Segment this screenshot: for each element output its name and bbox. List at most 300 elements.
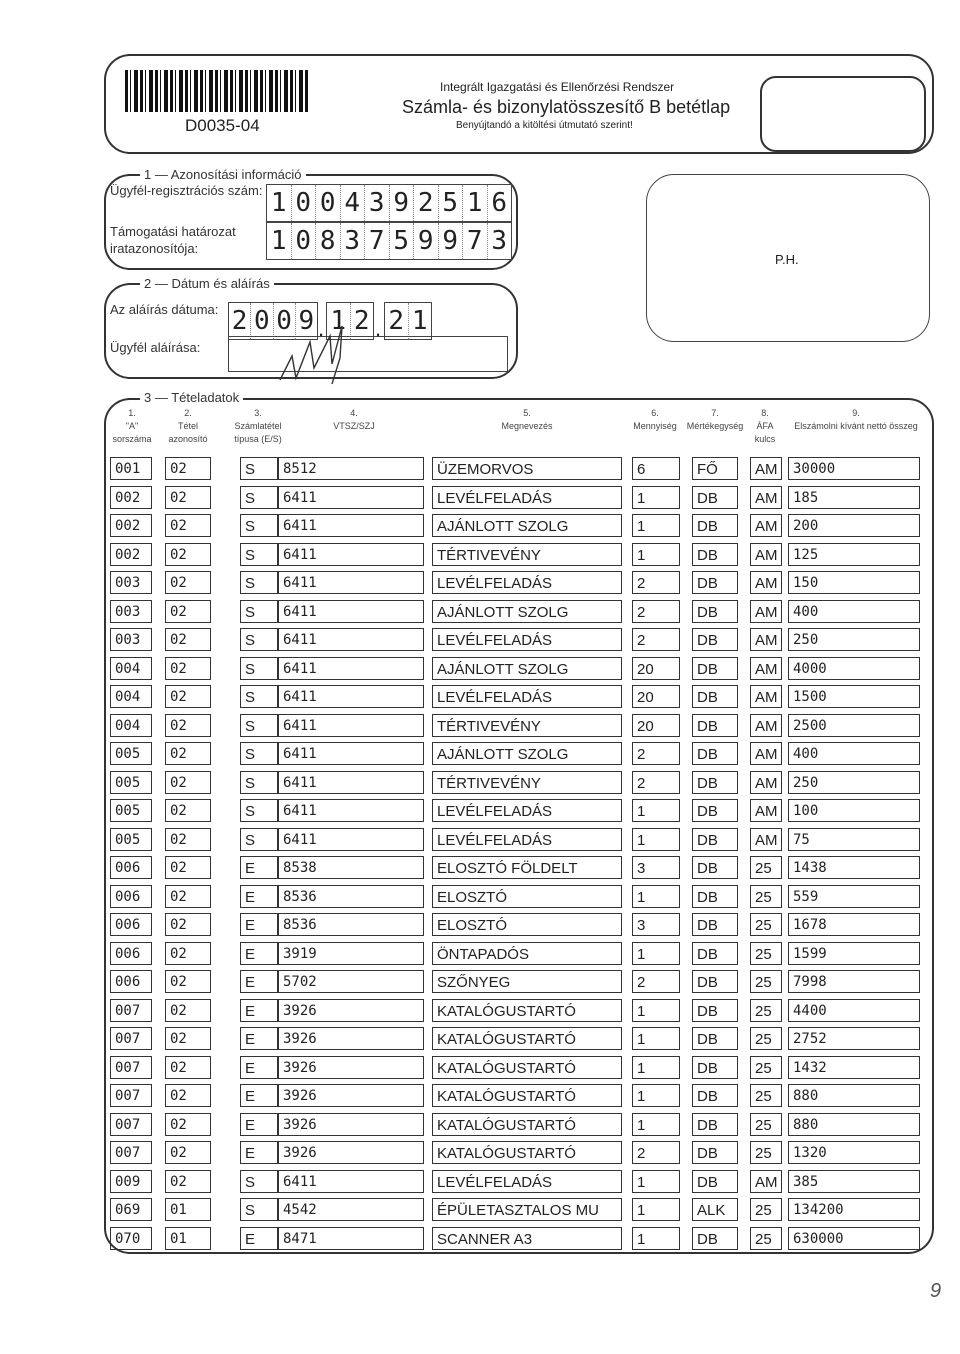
cell-a-sorszam: 002 xyxy=(110,514,152,537)
digit: 0 xyxy=(316,185,341,221)
cell-mennyiseg: 1 xyxy=(632,1170,680,1193)
cell-netto-osszeg: 400 xyxy=(788,742,920,765)
cell-megnevezes: TÉRTIVEVÉNY xyxy=(432,771,622,794)
digit: 2 xyxy=(385,303,409,339)
cell-vtsz: 3919 xyxy=(278,942,424,965)
column-header-4-num: 4. xyxy=(350,408,358,418)
cell-a-sorszam: 009 xyxy=(110,1170,152,1193)
cell-tipus: E xyxy=(240,970,278,993)
column-header-9-line1: Elszámolni kívánt nettó összeg xyxy=(794,421,918,431)
cell-netto-osszeg: 1599 xyxy=(788,942,920,965)
cell-mertekegyseg: DB xyxy=(692,685,738,708)
cell-mennyiseg: 20 xyxy=(632,657,680,680)
date-day xyxy=(384,302,432,340)
cell-tetel-azonosito: 02 xyxy=(165,885,211,908)
cell-mennyiseg: 2 xyxy=(632,970,680,993)
cell-vtsz: 6411 xyxy=(278,600,424,623)
cell-afa-kulcs: AM xyxy=(750,771,782,794)
cell-mertekegyseg: DB xyxy=(692,942,738,965)
cell-mertekegyseg: DB xyxy=(692,1113,738,1136)
digit: 1 xyxy=(411,306,428,336)
digit: 1 xyxy=(267,223,292,259)
digit: 0 xyxy=(274,303,296,339)
instruction-text: Benyújtandó a kitöltési útmutató szerint! xyxy=(456,120,633,131)
cell-vtsz: 6411 xyxy=(278,714,424,737)
cell-tetel-azonosito: 02 xyxy=(165,799,211,822)
cell-vtsz: 6411 xyxy=(278,1170,424,1193)
cell-tipus: E xyxy=(240,999,278,1022)
cell-megnevezes: ELOSZTÓ FÖLDELT xyxy=(432,856,622,879)
cell-a-sorszam: 005 xyxy=(110,828,152,851)
cell-megnevezes: LEVÉLFELADÁS xyxy=(432,799,622,822)
cell-tipus: S xyxy=(240,1198,278,1221)
digit: 7 xyxy=(463,223,488,259)
cell-tetel-azonosito: 02 xyxy=(165,1084,211,1107)
cell-mertekegyseg: DB xyxy=(692,913,738,936)
cell-netto-osszeg: 559 xyxy=(788,885,920,908)
cell-a-sorszam: 005 xyxy=(110,771,152,794)
cell-afa-kulcs: AM xyxy=(750,714,782,737)
digit: 9 xyxy=(390,185,415,221)
cell-megnevezes: LEVÉLFELADÁS xyxy=(432,628,622,651)
cell-tipus: E xyxy=(240,1056,278,1079)
cell-a-sorszam: 003 xyxy=(110,600,152,623)
cell-megnevezes: ÖNTAPADÓS xyxy=(432,942,622,965)
cell-a-sorszam: 002 xyxy=(110,486,152,509)
cell-mennyiseg: 1 xyxy=(632,942,680,965)
cell-mertekegyseg: DB xyxy=(692,742,738,765)
digit: 4 xyxy=(341,185,366,221)
cell-tetel-azonosito: 02 xyxy=(165,1170,211,1193)
cell-megnevezes: ELOSZTÓ xyxy=(432,885,622,908)
digit: 1 xyxy=(327,303,351,339)
section1-title: 1 — Azonosítási információ xyxy=(140,167,306,182)
cell-tipus: E xyxy=(240,1027,278,1050)
client-reg-label: Ügyfél-regisztrációs szám: xyxy=(110,183,263,198)
cell-megnevezes: ÜZEMORVOS xyxy=(432,457,622,480)
cell-afa-kulcs: 25 xyxy=(750,1141,782,1164)
cell-mennyiseg: 1 xyxy=(632,543,680,566)
cell-netto-osszeg: 1678 xyxy=(788,913,920,936)
cell-mennyiseg: 20 xyxy=(632,714,680,737)
cell-tipus: S xyxy=(240,543,278,566)
cell-tipus: E xyxy=(240,856,278,879)
cell-a-sorszam: 007 xyxy=(110,1027,152,1050)
system-title: Integrált Igazgatási és Ellenőrzési Rendszer xyxy=(440,80,675,94)
cell-mertekegyseg: DB xyxy=(692,1227,738,1250)
column-header-6-num: 6. xyxy=(651,408,659,418)
column-header-4-line1: VTSZ/SZJ xyxy=(333,421,375,431)
cell-mertekegyseg: DB xyxy=(692,714,738,737)
cell-tipus: S xyxy=(240,628,278,651)
cell-a-sorszam: 006 xyxy=(110,856,152,879)
digit: 8 xyxy=(316,223,341,259)
cell-mertekegyseg: DB xyxy=(692,1027,738,1050)
cell-tipus: S xyxy=(240,514,278,537)
cell-tetel-azonosito: 02 xyxy=(165,828,211,851)
cell-mennyiseg: 1 xyxy=(632,486,680,509)
cell-tipus: S xyxy=(240,486,278,509)
cell-vtsz: 8538 xyxy=(278,856,424,879)
cell-mennyiseg: 1 xyxy=(632,1084,680,1107)
cell-mertekegyseg: DB xyxy=(692,885,738,908)
cell-mennyiseg: 2 xyxy=(632,628,680,651)
digit: 0 xyxy=(292,185,317,221)
cell-afa-kulcs: 25 xyxy=(750,942,782,965)
cell-netto-osszeg: 1320 xyxy=(788,1141,920,1164)
cell-vtsz: 6411 xyxy=(278,799,424,822)
date-dot-1: . xyxy=(318,316,325,341)
cell-a-sorszam: 003 xyxy=(110,628,152,651)
cell-a-sorszam: 004 xyxy=(110,714,152,737)
cell-vtsz: 8512 xyxy=(278,457,424,480)
cell-mertekegyseg: DB xyxy=(692,571,738,594)
cell-megnevezes: LEVÉLFELADÁS xyxy=(432,828,622,851)
cell-tipus: S xyxy=(240,771,278,794)
cell-netto-osszeg: 7998 xyxy=(788,970,920,993)
cell-a-sorszam: 004 xyxy=(110,685,152,708)
cell-tetel-azonosito: 02 xyxy=(165,1141,211,1164)
column-header-8-line1: ÁFA xyxy=(756,421,774,431)
cell-tetel-azonosito: 02 xyxy=(165,771,211,794)
cell-megnevezes: SCANNER A3 xyxy=(432,1227,622,1250)
cell-afa-kulcs: AM xyxy=(750,600,782,623)
cell-a-sorszam: 006 xyxy=(110,885,152,908)
cell-mertekegyseg: DB xyxy=(692,486,738,509)
cell-tipus: E xyxy=(240,1113,278,1136)
cell-tipus: S xyxy=(240,457,278,480)
cell-vtsz: 3926 xyxy=(278,999,424,1022)
column-header-2-num: 2. xyxy=(184,408,192,418)
cell-mennyiseg: 2 xyxy=(632,742,680,765)
cell-tipus: S xyxy=(240,714,278,737)
cell-mennyiseg: 1 xyxy=(632,1056,680,1079)
stamp-label: P.H. xyxy=(775,252,799,267)
cell-afa-kulcs: 25 xyxy=(750,913,782,936)
form-title: Számla- és bizonylatösszesítő B betétlap xyxy=(402,97,731,117)
cell-vtsz: 6411 xyxy=(278,771,424,794)
cell-a-sorszam: 002 xyxy=(110,543,152,566)
cell-megnevezes: LEVÉLFELADÁS xyxy=(432,1170,622,1193)
cell-tetel-azonosito: 01 xyxy=(165,1198,211,1221)
cell-mertekegyseg: DB xyxy=(692,514,738,537)
cell-netto-osszeg: 630000 xyxy=(788,1227,920,1250)
cell-tipus: S xyxy=(240,799,278,822)
digit: 9 xyxy=(414,223,439,259)
decision-label-1: Támogatási határozat xyxy=(110,224,236,239)
cell-vtsz: 8536 xyxy=(278,913,424,936)
cell-tipus: S xyxy=(240,571,278,594)
cell-vtsz: 6411 xyxy=(278,628,424,651)
cell-tetel-azonosito: 02 xyxy=(165,742,211,765)
cell-megnevezes: KATALÓGUSTARTÓ xyxy=(432,1027,622,1050)
cell-tipus: E xyxy=(240,1227,278,1250)
cell-megnevezes: KATALÓGUSTARTÓ xyxy=(432,1113,622,1136)
cell-tetel-azonosito: 02 xyxy=(165,600,211,623)
cell-megnevezes: SZŐNYEG xyxy=(432,970,622,993)
cell-a-sorszam: 007 xyxy=(110,1113,152,1136)
cell-mertekegyseg: DB xyxy=(692,970,738,993)
cell-tetel-azonosito: 02 xyxy=(165,970,211,993)
cell-afa-kulcs: AM xyxy=(750,457,782,480)
cell-vtsz: 6411 xyxy=(278,657,424,680)
cell-afa-kulcs: 25 xyxy=(750,1113,782,1136)
cell-mennyiseg: 1 xyxy=(632,1198,680,1221)
cell-netto-osszeg: 4400 xyxy=(788,999,920,1022)
cell-a-sorszam: 007 xyxy=(110,1084,152,1107)
cell-vtsz: 8536 xyxy=(278,885,424,908)
cell-afa-kulcs: 25 xyxy=(750,1027,782,1050)
cell-megnevezes: AJÁNLOTT SZOLG xyxy=(432,514,622,537)
cell-mertekegyseg: DB xyxy=(692,600,738,623)
decision-label-2: iratazonosítója: xyxy=(110,241,199,256)
section3-title: 3 — Tételadatok xyxy=(140,390,243,405)
cell-megnevezes: LEVÉLFELADÁS xyxy=(432,486,622,509)
cell-netto-osszeg: 1500 xyxy=(788,685,920,708)
cell-mertekegyseg: ALK xyxy=(692,1198,738,1221)
cell-tipus: S xyxy=(240,742,278,765)
digit: 1 xyxy=(267,185,292,221)
cell-megnevezes: AJÁNLOTT SZOLG xyxy=(432,600,622,623)
form-code: D0035-04 xyxy=(185,116,260,135)
date-dot-2: . xyxy=(375,316,382,341)
client-reg-number xyxy=(266,184,512,222)
cell-netto-osszeg: 400 xyxy=(788,600,920,623)
cell-vtsz: 3926 xyxy=(278,1141,424,1164)
cell-mertekegyseg: FŐ xyxy=(692,457,738,480)
cell-a-sorszam: 006 xyxy=(110,942,152,965)
cell-mennyiseg: 6 xyxy=(632,457,680,480)
cell-mennyiseg: 1 xyxy=(632,514,680,537)
header-empty-box xyxy=(760,76,926,152)
cell-netto-osszeg: 1432 xyxy=(788,1056,920,1079)
cell-tipus: S xyxy=(240,685,278,708)
cell-mertekegyseg: DB xyxy=(692,1084,738,1107)
cell-mennyiseg: 3 xyxy=(632,913,680,936)
cell-tipus: S xyxy=(240,1170,278,1193)
cell-afa-kulcs: 25 xyxy=(750,885,782,908)
cell-tipus: E xyxy=(240,913,278,936)
cell-netto-osszeg: 185 xyxy=(788,486,920,509)
cell-vtsz: 3926 xyxy=(278,1056,424,1079)
cell-netto-osszeg: 2500 xyxy=(788,714,920,737)
cell-netto-osszeg: 134200 xyxy=(788,1198,920,1221)
cell-afa-kulcs: 25 xyxy=(750,856,782,879)
cell-tetel-azonosito: 02 xyxy=(165,543,211,566)
cell-mertekegyseg: DB xyxy=(692,999,738,1022)
cell-afa-kulcs: 25 xyxy=(750,1198,782,1221)
column-header-1-line1: "A" xyxy=(125,421,139,431)
cell-a-sorszam: 069 xyxy=(110,1198,152,1221)
column-header-3-num: 3. xyxy=(254,408,262,418)
column-header-3-line1: Számlatétel xyxy=(234,421,282,431)
digit: 0 xyxy=(251,303,273,339)
digit: 5 xyxy=(439,185,464,221)
cell-netto-osszeg: 2752 xyxy=(788,1027,920,1050)
digit: 2 xyxy=(353,306,370,336)
cell-afa-kulcs: AM xyxy=(750,543,782,566)
cell-mennyiseg: 1 xyxy=(632,828,680,851)
digit: 6 xyxy=(491,188,508,218)
cell-a-sorszam: 007 xyxy=(110,999,152,1022)
cell-netto-osszeg: 385 xyxy=(788,1170,920,1193)
cell-megnevezes: TÉRTIVEVÉNY xyxy=(432,543,622,566)
column-header-9-num: 9. xyxy=(852,408,860,418)
cell-tipus: E xyxy=(240,885,278,908)
cell-tetel-azonosito: 02 xyxy=(165,856,211,879)
cell-afa-kulcs: AM xyxy=(750,742,782,765)
cell-mennyiseg: 1 xyxy=(632,999,680,1022)
cell-netto-osszeg: 1438 xyxy=(788,856,920,879)
cell-afa-kulcs: AM xyxy=(750,628,782,651)
barcode xyxy=(125,70,310,112)
cell-tetel-azonosito: 02 xyxy=(165,913,211,936)
cell-mertekegyseg: DB xyxy=(692,1056,738,1079)
cell-tetel-azonosito: 02 xyxy=(165,457,211,480)
column-header-6-line1: Mennyiség xyxy=(633,421,677,431)
cell-tetel-azonosito: 02 xyxy=(165,999,211,1022)
cell-a-sorszam: 006 xyxy=(110,970,152,993)
cell-vtsz: 6411 xyxy=(278,742,424,765)
column-header-2-line2: azonosító xyxy=(168,434,208,444)
column-header-7-line1: Mértékegység xyxy=(686,421,744,431)
cell-a-sorszam: 003 xyxy=(110,571,152,594)
column-header-1-line2: sorszáma xyxy=(112,434,152,444)
cell-megnevezes: KATALÓGUSTARTÓ xyxy=(432,1141,622,1164)
cell-netto-osszeg: 30000 xyxy=(788,457,920,480)
cell-afa-kulcs: 25 xyxy=(750,970,782,993)
cell-mennyiseg: 1 xyxy=(632,1113,680,1136)
digit: 3 xyxy=(341,223,366,259)
cell-afa-kulcs: AM xyxy=(750,571,782,594)
cell-afa-kulcs: 25 xyxy=(750,1056,782,1079)
cell-netto-osszeg: 250 xyxy=(788,771,920,794)
cell-netto-osszeg: 100 xyxy=(788,799,920,822)
cell-vtsz: 6411 xyxy=(278,543,424,566)
cell-mertekegyseg: DB xyxy=(692,771,738,794)
cell-megnevezes: LEVÉLFELADÁS xyxy=(432,571,622,594)
digit: 9 xyxy=(298,306,315,336)
cell-mennyiseg: 1 xyxy=(632,799,680,822)
cell-mennyiseg: 2 xyxy=(632,600,680,623)
cell-tetel-azonosito: 01 xyxy=(165,1227,211,1250)
cell-mennyiseg: 3 xyxy=(632,856,680,879)
digit: 2 xyxy=(414,185,439,221)
column-header-5-line1: Megnevezés xyxy=(501,421,553,431)
cell-a-sorszam: 005 xyxy=(110,742,152,765)
section2-title: 2 — Dátum és aláírás xyxy=(140,276,274,291)
cell-vtsz: 6411 xyxy=(278,571,424,594)
cell-netto-osszeg: 200 xyxy=(788,514,920,537)
digit: 3 xyxy=(365,185,390,221)
digit: 3 xyxy=(491,226,508,256)
cell-tetel-azonosito: 02 xyxy=(165,514,211,537)
column-header-1-num: 1. xyxy=(128,408,136,418)
cell-tetel-azonosito: 02 xyxy=(165,571,211,594)
cell-mertekegyseg: DB xyxy=(692,543,738,566)
digit: 2 xyxy=(229,303,251,339)
cell-afa-kulcs: AM xyxy=(750,828,782,851)
cell-tipus: S xyxy=(240,828,278,851)
column-header-8-num: 8. xyxy=(761,408,769,418)
cell-megnevezes: KATALÓGUSTARTÓ xyxy=(432,1056,622,1079)
cell-megnevezes: ÉPÜLETASZTALOS MU xyxy=(432,1198,622,1221)
cell-mertekegyseg: DB xyxy=(692,828,738,851)
cell-mennyiseg: 1 xyxy=(632,1227,680,1250)
cell-afa-kulcs: AM xyxy=(750,685,782,708)
cell-afa-kulcs: AM xyxy=(750,799,782,822)
cell-tetel-azonosito: 02 xyxy=(165,1027,211,1050)
cell-netto-osszeg: 880 xyxy=(788,1113,920,1136)
cell-mennyiseg: 2 xyxy=(632,771,680,794)
digit: 9 xyxy=(439,223,464,259)
cell-vtsz: 6411 xyxy=(278,514,424,537)
cell-tetel-azonosito: 02 xyxy=(165,714,211,737)
cell-mennyiseg: 20 xyxy=(632,685,680,708)
cell-mertekegyseg: DB xyxy=(692,1141,738,1164)
column-header-2-line1: Tétel xyxy=(177,421,198,431)
cell-afa-kulcs: 25 xyxy=(750,1227,782,1250)
cell-vtsz: 6411 xyxy=(278,828,424,851)
cell-afa-kulcs: AM xyxy=(750,486,782,509)
signature-scribble xyxy=(270,318,360,388)
date-label: Az aláírás dátuma: xyxy=(110,302,219,317)
cell-vtsz: 4542 xyxy=(278,1198,424,1221)
cell-tetel-azonosito: 02 xyxy=(165,685,211,708)
cell-megnevezes: ELOSZTÓ xyxy=(432,913,622,936)
cell-megnevezes: TÉRTIVEVÉNY xyxy=(432,714,622,737)
cell-vtsz: 3926 xyxy=(278,1113,424,1136)
cell-megnevezes: AJÁNLOTT SZOLG xyxy=(432,742,622,765)
cell-netto-osszeg: 4000 xyxy=(788,657,920,680)
cell-a-sorszam: 006 xyxy=(110,913,152,936)
cell-vtsz: 3926 xyxy=(278,1027,424,1050)
cell-a-sorszam: 007 xyxy=(110,1056,152,1079)
cell-afa-kulcs: AM xyxy=(750,514,782,537)
cell-megnevezes: KATALÓGUSTARTÓ xyxy=(432,1084,622,1107)
cell-tetel-azonosito: 02 xyxy=(165,1113,211,1136)
cell-vtsz: 6411 xyxy=(278,685,424,708)
cell-tipus: E xyxy=(240,942,278,965)
cell-netto-osszeg: 880 xyxy=(788,1084,920,1107)
digit: 5 xyxy=(390,223,415,259)
cell-vtsz: 8471 xyxy=(278,1227,424,1250)
cell-mertekegyseg: DB xyxy=(692,1170,738,1193)
cell-tetel-azonosito: 02 xyxy=(165,1056,211,1079)
cell-a-sorszam: 007 xyxy=(110,1141,152,1164)
cell-mertekegyseg: DB xyxy=(692,856,738,879)
cell-afa-kulcs: 25 xyxy=(750,1084,782,1107)
cell-megnevezes: KATALÓGUSTARTÓ xyxy=(432,999,622,1022)
cell-a-sorszam: 001 xyxy=(110,457,152,480)
cell-netto-osszeg: 250 xyxy=(788,628,920,651)
cell-a-sorszam: 005 xyxy=(110,799,152,822)
cell-mennyiseg: 1 xyxy=(632,885,680,908)
cell-megnevezes: LEVÉLFELADÁS xyxy=(432,685,622,708)
cell-tetel-azonosito: 02 xyxy=(165,628,211,651)
cell-tipus: E xyxy=(240,1141,278,1164)
cell-tetel-azonosito: 02 xyxy=(165,657,211,680)
signature-label: Ügyfél aláírása: xyxy=(110,340,201,355)
cell-mertekegyseg: DB xyxy=(692,628,738,651)
cell-a-sorszam: 004 xyxy=(110,657,152,680)
cell-vtsz: 3926 xyxy=(278,1084,424,1107)
digit: 7 xyxy=(365,223,390,259)
column-header-5-num: 5. xyxy=(523,408,531,418)
cell-afa-kulcs: AM xyxy=(750,1170,782,1193)
column-header-8-line2: kulcs xyxy=(754,434,776,444)
cell-netto-osszeg: 125 xyxy=(788,543,920,566)
